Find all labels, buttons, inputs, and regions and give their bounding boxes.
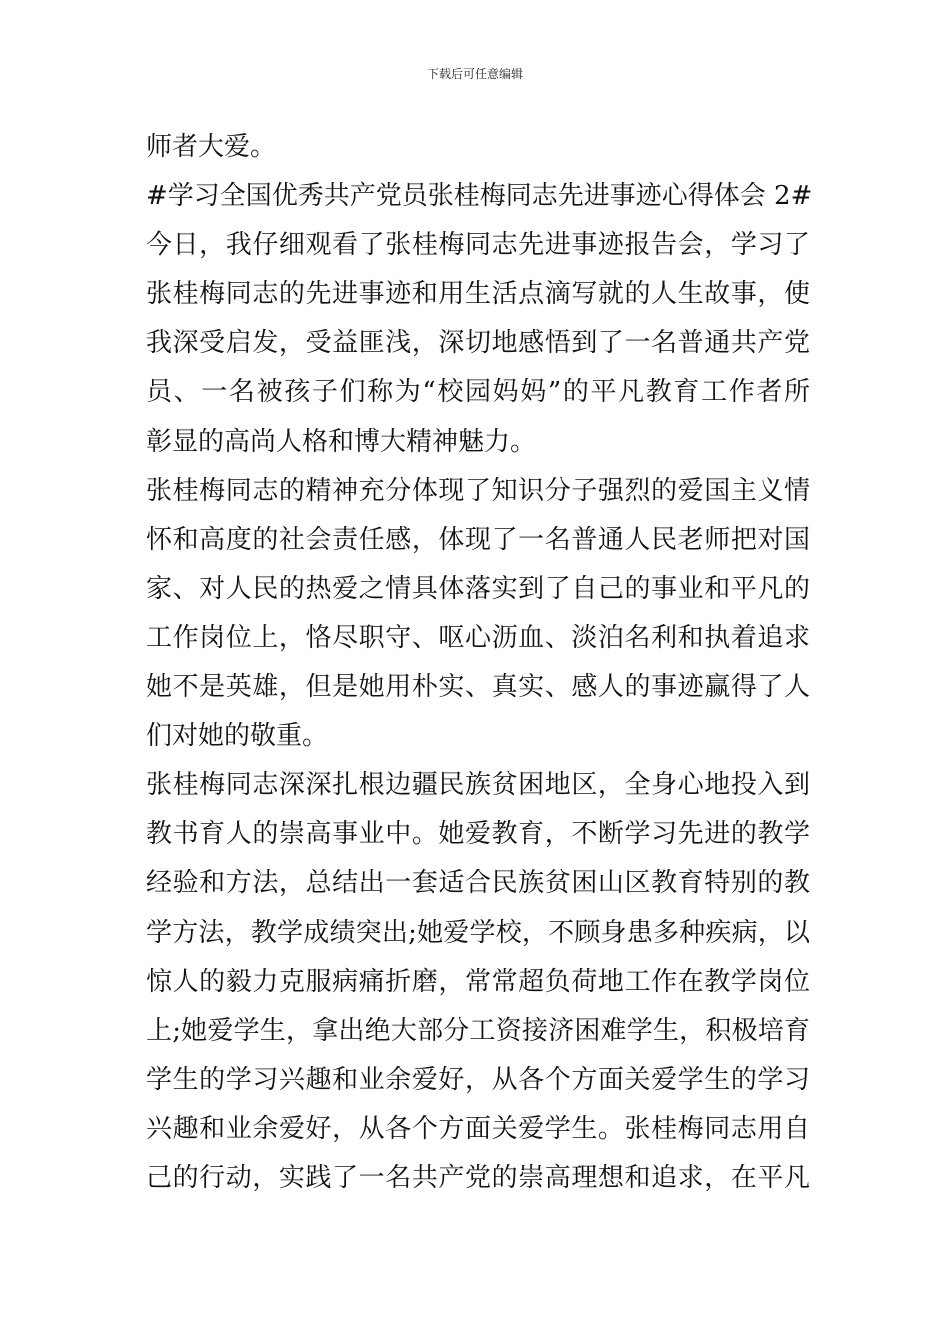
text-line: 兴趣和业余爱好，从各个方面关爱学生。张桂梅同志用自 (146, 1113, 810, 1144)
text-line: 学方法，教学成绩突出;她爱学校，不顾身患多种疾病，以 (146, 917, 810, 948)
text-line: 她不是英雄，但是她用朴实、真实、感人的事迹赢得了人 (146, 672, 810, 703)
text-line: 张桂梅同志深深扎根边疆民族贫困地区，全身心地投入到 (146, 770, 810, 801)
page-header-note: 下载后可任意编辑 (426, 67, 523, 81)
text-line: 师者大爱。 (146, 132, 277, 162)
text-line: 我深受启发，受益匪浅，深切地感悟到了一名普通共产党 (146, 328, 810, 359)
text-line: 家、对人民的热爱之情具体落实到了自己的事业和平凡的 (146, 573, 810, 604)
text-line: 教书育人的崇高事业中。她爱教育，不断学习先进的教学 (146, 819, 810, 850)
text-line: 惊人的毅力克服病痛折磨，常常超负荷地工作在教学岗位 (146, 966, 810, 997)
section-heading: #学习全国优秀共产党员张桂梅同志先进事迹心得体会 2# (146, 181, 813, 212)
text-line: 张桂梅同志的先进事迹和用生活点滴写就的人生故事，使 (146, 279, 810, 310)
text-line: 彰显的高尚人格和博大精神魅力。 (146, 426, 537, 457)
text-line: 张桂梅同志的精神充分体现了知识分子强烈的爱国主义情 (146, 475, 810, 506)
text-line: 们对她的敬重。 (146, 721, 329, 752)
text-line: 员、一名被孩子们称为“校园妈妈”的平凡教育工作者所 (146, 377, 810, 408)
text-line: 怀和高度的社会责任感，体现了一名普通人民老师把对国 (146, 524, 810, 555)
document-body (146, 123, 813, 1203)
text-line: 经验和方法，总结出一套适合民族贫困山区教育特别的教 (146, 868, 810, 899)
text-line: 己的行动，实践了一名共产党的崇高理想和追求，在平凡 (146, 1162, 810, 1193)
text-line: 上;她爱学生，拿出绝大部分工资接济困难学生，积极培育 (146, 1015, 810, 1046)
text-line: 学生的学习兴趣和业余爱好，从各个方面关爱学生的学习 (146, 1064, 810, 1095)
text-line: 工作岗位上，恪尽职守、呕心沥血、淡泊名利和执着追求 (146, 622, 810, 653)
text-line: 今日，我仔细观看了张桂梅同志先进事迹报告会，学习了 (146, 230, 810, 261)
